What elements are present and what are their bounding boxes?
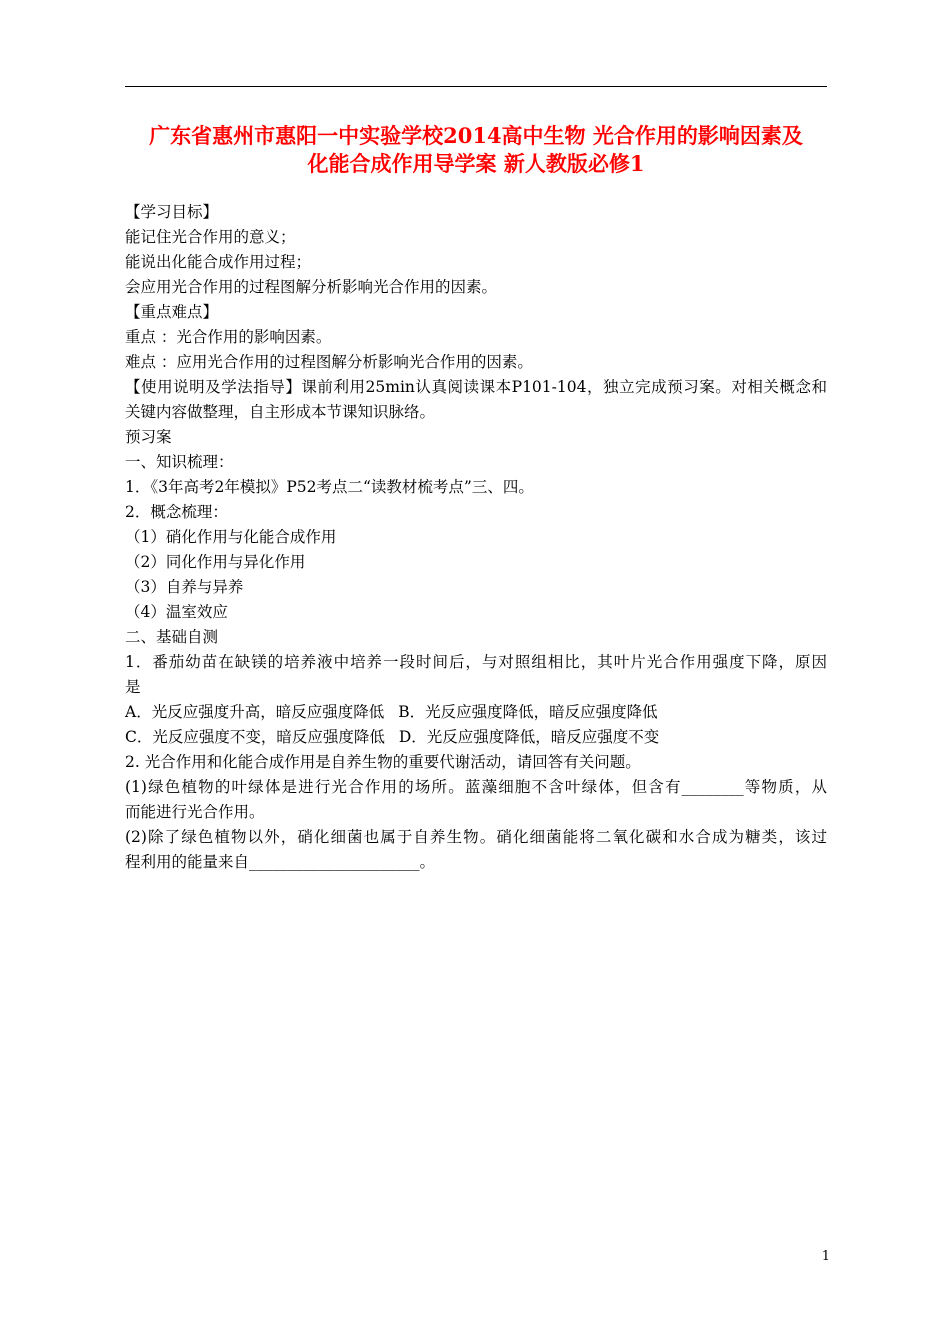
concept-item: （2）同化作用与异化作用 (125, 553, 306, 571)
key-point-line: 重点 ：光合作用的影响因素。 (125, 328, 332, 346)
title-line-2: 化能合成作用导学案 新人教版必修1 (307, 151, 645, 176)
question-line: 2. 光合作用和化能合成作用是自养生物的重要代谢活动，请回答有关问题。 (125, 753, 641, 771)
question-line: 1．番茄幼苗在缺镁的培养液中培养一段时间后，与对照组相比，其叶片光合作用强度下降，原因 (125, 653, 827, 671)
question-line: 而能进行光合作用。 (125, 803, 265, 821)
question-line: (1)绿色植物的叶绿体是进行光合作用的场所。蓝藻细胞不含叶绿体，但含有________等物质，从 (125, 778, 827, 796)
goal-line: 能记住光合作用的意义； (125, 228, 296, 246)
concept-item: （4）温室效应 (125, 603, 228, 621)
list-item: 1．《3年高考2年模拟》P52考点二“读教材梳考点”三、四。 (125, 478, 534, 496)
question-line: 程利用的能量来自______________________。 (125, 853, 436, 871)
goal-line: 会应用光合作用的过程图解分析影响光合作用的因素。 (125, 278, 498, 296)
section-heading-learning-goals: 【学习目标】 (125, 203, 219, 221)
document-body (125, 200, 827, 875)
section-heading-knowledge: 一、知识梳理： (125, 453, 234, 471)
difficulty-line: 难点 ：应用光合作用的过程图解分析影响光合作用的因素。 (125, 353, 533, 371)
concept-item: （3）自养与异养 (125, 578, 244, 596)
option-c: C．光反应强度不变，暗反应强度降低 (125, 728, 385, 746)
option-b: B．光反应强度降低，暗反应强度降低 (398, 703, 658, 721)
options-row (125, 725, 827, 750)
page-number: 1 (821, 1249, 830, 1264)
question-line: 是 (125, 678, 141, 696)
section-heading-key-points: 【重点难点】 (125, 303, 219, 321)
header-rule (125, 86, 827, 87)
document-title (125, 122, 827, 178)
question-line: (2)除了绿色植物以外，硝化细菌也属于自养生物。硝化细菌能将二氧化碳和水合成为糖类，该过 (125, 828, 827, 846)
instructions-line: 关键内容做整理，自主形成本节课知识脉络。 (125, 403, 436, 421)
list-item: 2．概念梳理： (125, 503, 228, 521)
section-heading-self-test: 二、基础自测 (125, 628, 219, 646)
title-line-1: 广东省惠州市惠阳一中实验学校2014高中生物 光合作用的影响因素及 (149, 123, 803, 148)
option-a: A．光反应强度升高，暗反应强度降低 (125, 703, 385, 721)
options-row (125, 700, 827, 725)
instructions-line: 【使用说明及学法指导】课前利用25min认真阅读课本P101-104，独立完成预习案。对相关概念和 (125, 378, 827, 396)
goal-line: 能说出化能合成作用过程； (125, 253, 312, 271)
preview-heading: 预习案 (125, 428, 172, 446)
option-d: D．光反应强度降低，暗反应强度不变 (398, 728, 660, 746)
concept-item: （1）硝化作用与化能合成作用 (125, 528, 337, 546)
